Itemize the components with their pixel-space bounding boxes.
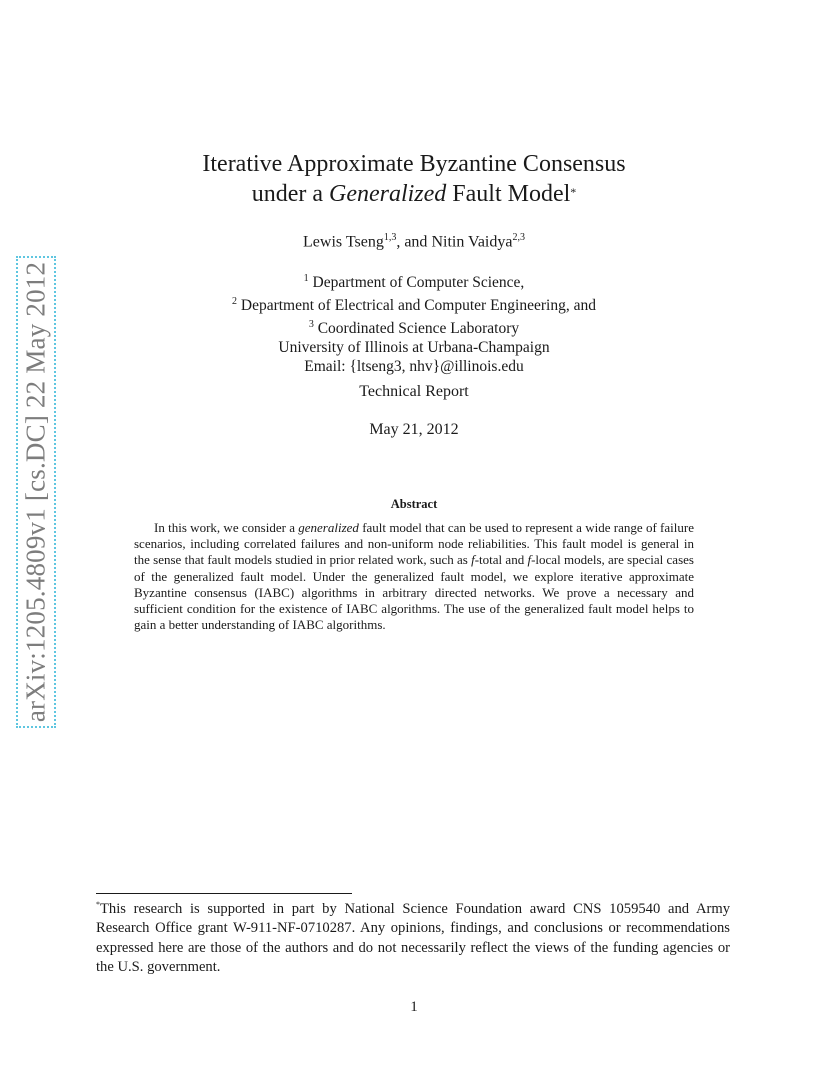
affiliation-text: Coordinated Science Laboratory [313,320,520,338]
author-name: Nitin Vaidya [431,233,513,251]
affiliation-text: Department of Computer Science, [308,274,525,292]
affiliation-line [0,292,828,315]
author-list [0,232,828,251]
report-type: Technical Report [359,383,469,400]
arxiv-identifier: arXiv:1205.4809v1 [cs.DC] 22 May 2012 [20,261,51,723]
affiliation-line [0,315,828,338]
abstract-heading: Abstract [390,497,438,511]
report-date: May 21, 2012 [369,421,459,438]
affiliation-mark: 3 [308,319,314,331]
author-name: Lewis Tseng [303,233,384,251]
author-separator: , and [396,233,432,251]
affiliation-mark: 2 [232,296,238,308]
title-emphasis: Generalized [328,181,447,207]
title-line-1: Iterative Approximate Byzantine Consensus [202,151,626,177]
affiliation-line [0,269,828,292]
abstract-text: -total and [474,552,528,568]
author-affiliation-mark: 2,3 [512,232,525,243]
abstract-emphasis: generalized [298,520,359,535]
title-text: Fault Model [446,181,571,207]
affiliation-text: Department of Electrical and Computer Engineering, and [237,297,596,315]
abstract-body [134,520,694,633]
email: Email: {ltseng3, nhv}@illinois.edu [304,358,524,376]
title-line-2 [0,179,828,209]
affiliations [0,269,828,376]
affiliation-mark: 1 [303,273,309,284]
abstract-text: fault model that can be used to represent a wide range of failure scenarios, including correlated failures and non-uniform node reliabilities. This fault model is general in the sense that fault models studied in prior related work, such as [134,520,694,568]
footnote [96,895,730,978]
author-affiliation-mark: 1,3 [383,232,397,243]
footnote-text: This research is supported in part by National Science Foundation award CNS 1059540 and Army Research Office grant W-911-NF-0710287. Any opinions, findings, and conclusions or recommendations expressed here are those of the authors and do not necessarily reflect the views of the funding agencies or the U.S. government. [96,900,730,976]
university: University of Illinois at Urbana-Champaign [278,339,550,357]
title-text: under a [251,181,329,207]
abstract-text: -local models, are special cases of the generalized fault model. Under the generalized fault model, we explore iterative approximate Byzantine consensus (IABC) algorithms in arbitrary directed networks. We prove a necessary and sufficient condition for the existence of IABC algorithms. The use of the generalized fault model helps to gain a better understanding of IABC algorithms. [134,552,694,633]
math-f: f [471,552,475,568]
paper-title [0,149,828,209]
title-footnote-mark: * [570,185,577,199]
abstract-text: In this work, we consider a [154,520,299,535]
page-number: 1 [410,999,418,1015]
math-f: f [527,552,532,568]
footnote-mark: * [96,900,100,909]
footnote-rule [96,893,352,894]
